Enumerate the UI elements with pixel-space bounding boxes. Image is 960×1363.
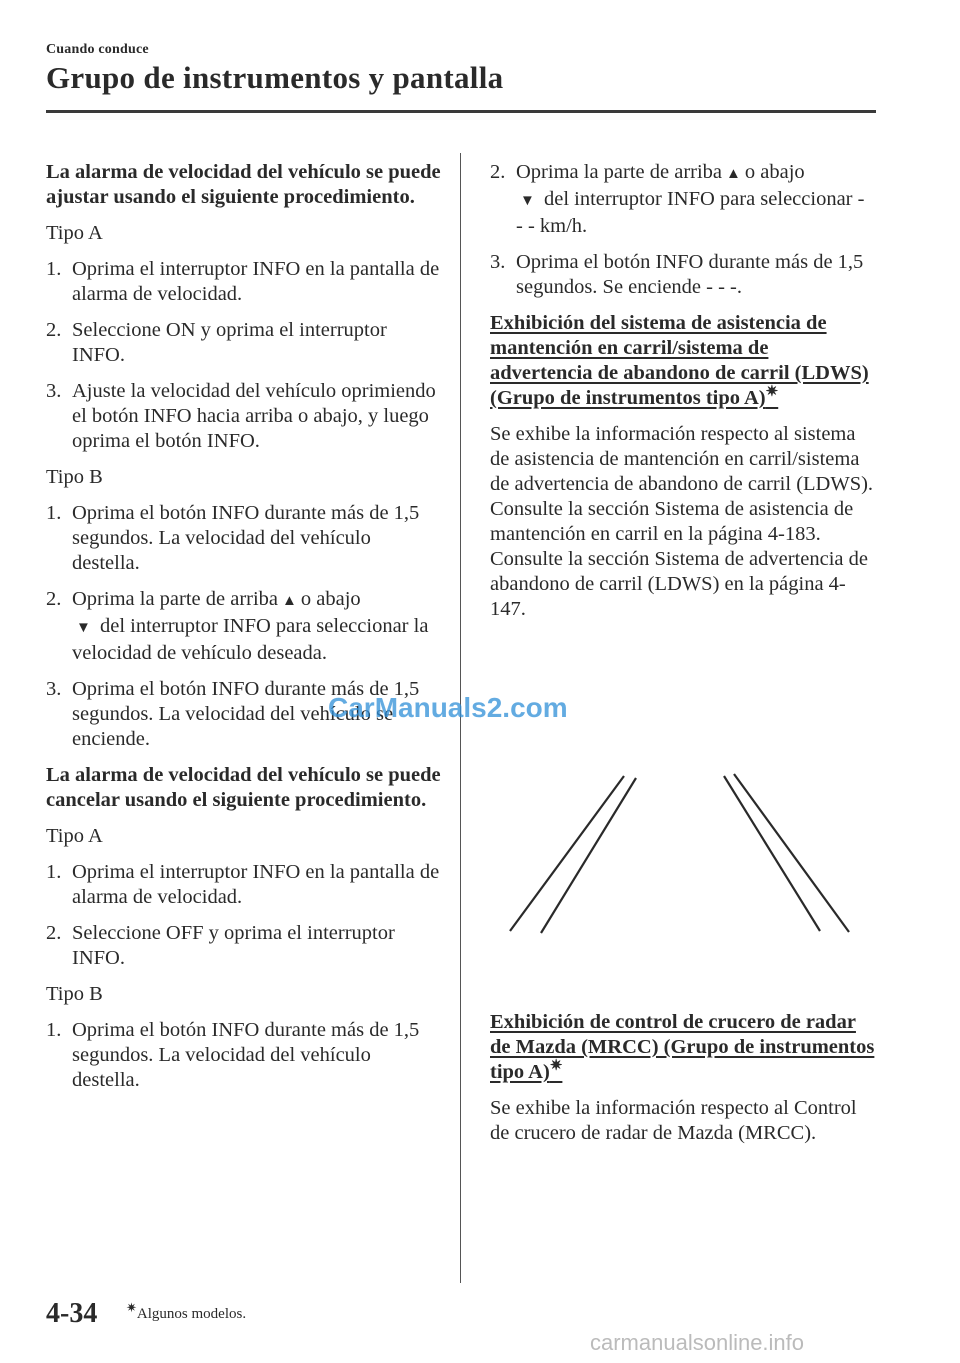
page-title: Grupo de instrumentos y pantalla — [46, 60, 504, 95]
step-text: Oprima la parte de arriba — [72, 588, 279, 610]
footnote-text: Algunos modelos. — [136, 1306, 247, 1322]
step-text: Ajuste la velocidad del vehículo oprimiendo el botón INFO hacia arriba o abajo, y luego oprima el botón INFO. — [72, 380, 436, 452]
asterisk-icon: ✷ — [549, 1058, 563, 1075]
set-intro: La alarma de velocidad del vehículo se puede ajustar usando el siguiente procedimiento. — [46, 161, 441, 208]
step — [46, 587, 441, 666]
up-arrow-icon: ▲ — [726, 166, 741, 182]
step — [46, 1018, 441, 1093]
section-label: Cuando conduce — [46, 42, 149, 57]
mrcc-heading — [490, 1010, 875, 1085]
left-column — [46, 160, 441, 1104]
mrcc-heading-text: Exhibición de control de crucero de radar de Mazda (MRCC) (Grupo de instrumentos tipo A) — [490, 1011, 875, 1083]
step-number: 1. — [46, 502, 62, 524]
asterisk-icon: ✷ — [765, 384, 779, 401]
step-text: Seleccione ON y oprima el interruptor INFO. — [72, 319, 387, 366]
mrcc-section — [490, 1010, 875, 1157]
mrcc-paragraph: Se exhibe la información respecto al Control de crucero de radar de Mazda (MRCC). — [490, 1097, 857, 1144]
step — [46, 318, 441, 368]
watermark-carmanuals: CarManuals2.com — [328, 692, 568, 723]
step-text: Oprima el botón INFO durante más de 1,5 segundos. La velocidad del vehículo destella. — [72, 502, 420, 574]
step — [490, 160, 875, 239]
step-number: 2. — [490, 161, 506, 183]
step — [46, 379, 441, 454]
ldws-heading — [490, 311, 875, 411]
footnote — [126, 1300, 247, 1323]
lane-line-left-outer — [510, 776, 624, 931]
step-text: Oprima el interruptor INFO en la pantalla de alarma de velocidad. — [72, 861, 440, 908]
step-text: Oprima el botón INFO durante más de 1,5 segundos. La velocidad del vehículo se enciende. — [72, 678, 420, 750]
step-number: 1. — [46, 861, 62, 883]
step-text: del interruptor INFO para seleccionar la velocidad de vehículo deseada. — [72, 615, 429, 664]
step-text: Oprima el botón INFO durante más de 1,5 segundos. La velocidad del vehículo destella. — [72, 1019, 420, 1091]
step — [46, 921, 441, 971]
page-number: 4-34 — [46, 1298, 98, 1329]
ldws-reference: Consulte la sección Sistema de advertencia de abandono de carril (LDWS) en la página 4-147. — [490, 548, 868, 620]
lane-lines-illustration — [505, 768, 855, 938]
step-text: del interruptor INFO para seleccionar - - - km/h. — [516, 188, 865, 237]
step-number: 3. — [46, 380, 62, 402]
ldws-heading-text: Exhibición del sistema de asistencia de mantención en carril/sistema de advertencia de abandono de carril (LDWS) (Grupo de instrumentos tipo A) — [490, 312, 869, 409]
step-text: Oprima el interruptor INFO en la pantalla de alarma de velocidad. — [72, 258, 440, 305]
lane-line-right-outer — [734, 774, 849, 932]
down-arrow-icon: ▼ — [520, 193, 535, 209]
ldws-reference: Consulte la sección Sistema de asistencia de mantención en carril en la página 4-183. — [490, 498, 854, 545]
step — [46, 257, 441, 307]
step — [46, 860, 441, 910]
step-text: Seleccione OFF y oprima el interruptor INFO. — [72, 922, 395, 969]
ldws-paragraph: Se exhibe la información respecto al sistema de asistencia de mantención en carril/sistema de advertencia de abandono de carril (LDWS). — [490, 423, 874, 495]
lane-line-left-inner — [541, 778, 636, 933]
step-text: o abajo — [300, 588, 361, 610]
step-number: 3. — [46, 678, 62, 700]
asterisk-icon: ✷ — [126, 1300, 137, 1315]
up-arrow-icon: ▲ — [282, 593, 297, 609]
cancel-intro: La alarma de velocidad del vehículo se puede cancelar usando el siguiente procedimiento. — [46, 764, 441, 811]
step-text: Oprima la parte de arriba — [516, 161, 723, 183]
tipo-b-label: Tipo B — [46, 466, 103, 488]
step-number: 3. — [490, 251, 506, 273]
header-rule — [46, 110, 876, 113]
step-number: 2. — [46, 588, 62, 610]
watermark-site: carmanualsonline.info — [590, 1330, 805, 1355]
step — [490, 250, 875, 300]
step-number: 1. — [46, 258, 62, 280]
step-number: 2. — [46, 319, 62, 341]
step-text: o abajo — [744, 161, 805, 183]
step-number: 2. — [46, 922, 62, 944]
tipo-a-label: Tipo A — [46, 825, 103, 847]
tipo-b-label: Tipo B — [46, 983, 103, 1005]
step-text: Oprima el botón INFO durante más de 1,5 segundos. Se enciende - - -. — [516, 251, 864, 298]
tipo-a-label: Tipo A — [46, 222, 103, 244]
right-column — [490, 160, 875, 633]
step — [46, 501, 441, 576]
down-arrow-icon: ▼ — [76, 620, 91, 636]
lane-line-right-inner — [724, 776, 820, 931]
step-number: 1. — [46, 1019, 62, 1041]
